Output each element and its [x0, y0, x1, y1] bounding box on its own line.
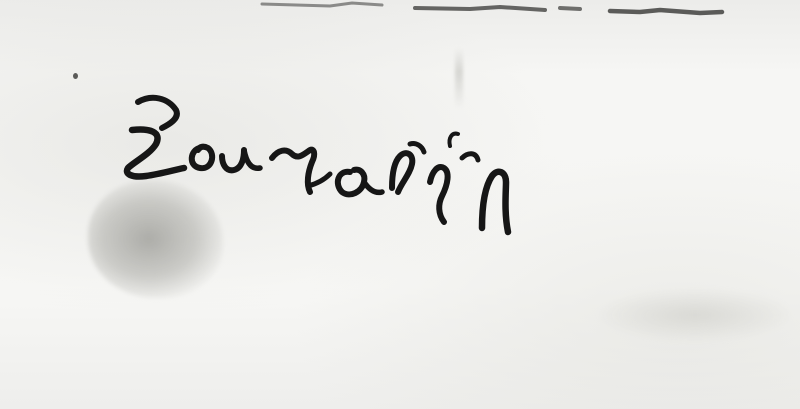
cropped-header-text	[0, 0, 800, 28]
ink-speck	[73, 73, 78, 79]
handwritten-signature	[110, 88, 610, 258]
paper-stain	[600, 290, 790, 340]
